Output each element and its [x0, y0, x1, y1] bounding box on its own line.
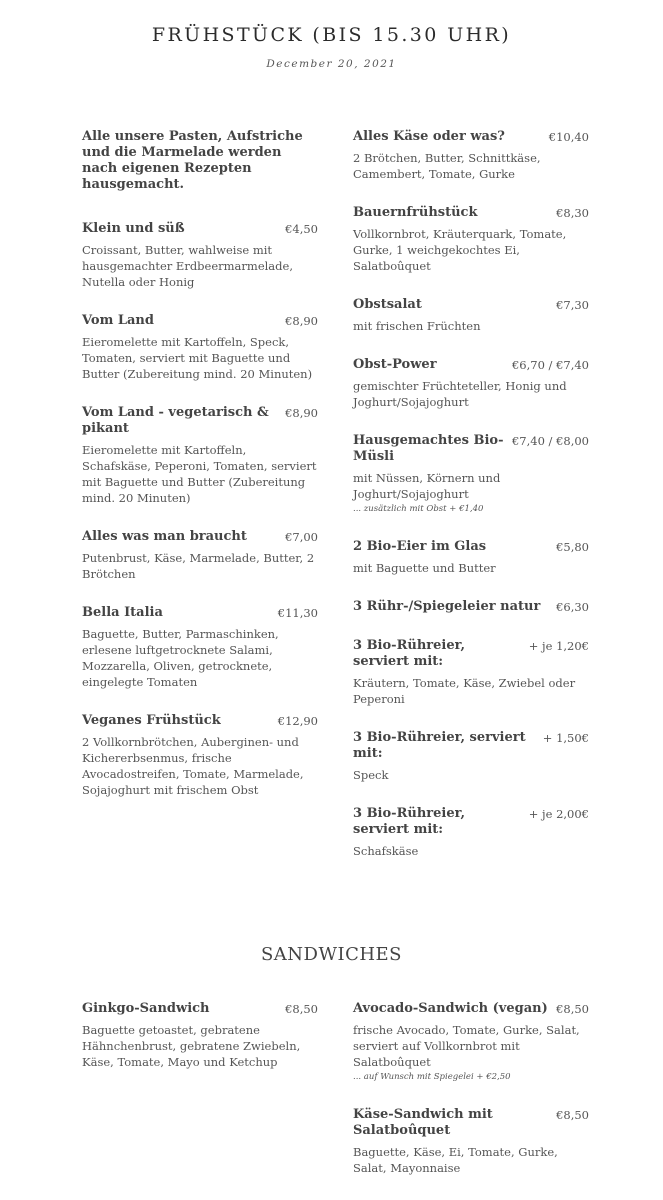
item-description: Speck — [353, 768, 389, 782]
item-note: ... auf Wunsch mit Spiegelei + €2,50 — [353, 1072, 511, 1082]
menu-item — [353, 539, 589, 576]
menu-item — [353, 357, 589, 410]
item-name: 3 Rühr-/Spiegeleier natur — [353, 599, 541, 614]
item-price: + je 1,20€ — [528, 639, 589, 653]
menu-item — [353, 730, 589, 783]
item-price: €7,30 — [556, 298, 589, 312]
menu-item — [353, 297, 589, 334]
item-price: €11,30 — [277, 606, 318, 620]
item-description: 2 Vollkornbrötchen, Auberginen- und Kichererbsenmus, frische Avocadostreifen, Tomate, Marmelade, Sojajoghurt mit frischem Obst — [82, 735, 304, 797]
item-price: €12,90 — [277, 714, 318, 728]
item-note: ... zusätzlich mit Obst + €1,40 — [353, 504, 484, 514]
item-name: Alles Käse oder was? — [353, 129, 505, 144]
item-description: Kräutern, Tomate, Käse, Zwiebel oder Peperoni — [353, 676, 576, 706]
sandwiches-left-column — [82, 1001, 318, 1070]
menu-item — [353, 806, 589, 859]
item-price: €6,30 — [556, 600, 589, 614]
item-description: Schafskäse — [353, 844, 419, 858]
item-name: Bauernfrühstück — [353, 205, 478, 220]
item-description: Eieromelette mit Kartoffeln, Schafskäse, Peperoni, Tomaten, serviert mit Baguette und Butter (Zubereitung mind. 20 Minuten) — [82, 443, 317, 505]
item-price: €10,40 — [548, 130, 589, 144]
page-title: FRÜHSTÜCK (BIS 15.30 UHR) — [151, 24, 512, 46]
item-name: 3 Bio-Rühreier, serviert mit: — [353, 638, 466, 669]
item-description: Baguette getoastet, gebratene Hähnchenbrust, gebratene Zwiebeln, Käse, Tomate, Mayo und Ketchup — [82, 1023, 301, 1069]
menu-item — [353, 433, 589, 516]
menu-item — [353, 1001, 589, 1084]
item-price: €5,80 — [556, 540, 589, 554]
section-heading-sandwiches: SANDWICHES — [260, 944, 403, 965]
item-price: €8,50 — [285, 1002, 318, 1016]
item-price: €7,40 / €8,00 — [511, 434, 589, 448]
breakfast-right-column — [353, 129, 589, 859]
item-name: Obstsalat — [353, 297, 422, 312]
menu-item — [353, 638, 589, 707]
item-name: Vom Land — [82, 313, 154, 328]
menu-item — [82, 313, 318, 382]
item-price: €4,50 — [285, 222, 318, 236]
item-name: Bella Italia — [82, 605, 163, 620]
menu-item — [82, 221, 318, 290]
item-name: Käse-Sandwich mit Salatboûquet — [353, 1107, 493, 1138]
item-description: Eieromelette mit Kartoffeln, Speck, Tomaten, serviert mit Baguette und Butter (Zubereitung mind. 20 Minuten) — [82, 335, 313, 381]
item-name: 2 Bio-Eier im Glas — [353, 539, 487, 554]
item-description: 2 Brötchen, Butter, Schnittkäse, Camembert, Tomate, Gurke — [353, 151, 541, 181]
item-price: €8,50 — [556, 1108, 589, 1122]
item-description: Baguette, Butter, Parmaschinken, erlesene luftgetrocknete Salami, Mozzarella, Oliven, getrocknete, eingelegte Tomaten — [82, 627, 279, 689]
breakfast-left-column — [82, 129, 318, 798]
menu-item — [82, 405, 318, 506]
item-price: €8,50 — [556, 1002, 589, 1016]
item-description: mit Baguette und Butter — [353, 561, 496, 575]
menu-date: December 20, 2021 — [266, 58, 397, 70]
item-price: €6,70 / €7,40 — [511, 358, 589, 372]
item-name: Vom Land - vegetarisch & pikant — [82, 405, 269, 436]
item-description: gemischter Früchteteller, Honig und Joghurt/Sojajoghurt — [353, 379, 567, 409]
item-name: Veganes Frühstück — [82, 713, 221, 728]
item-description: Croissant, Butter, wahlweise mit hausgemachter Erdbeermarmelade, Nutella oder Honig — [82, 243, 293, 289]
item-description: frische Avocado, Tomate, Gurke, Salat, serviert auf Vollkornbrot mit Salatboûquet — [353, 1023, 580, 1069]
menu-item — [353, 1107, 589, 1176]
item-price: €8,90 — [285, 314, 318, 328]
item-name: Alles was man braucht — [82, 529, 247, 544]
item-price: €8,90 — [285, 406, 318, 420]
item-name: 3 Bio-Rühreier, serviert mit: — [353, 730, 526, 761]
item-description: Vollkornbrot, Kräuterquark, Tomate, Gurke, 1 weichgekochtes Ei, Salatboûquet — [353, 227, 567, 273]
menu-item — [353, 205, 589, 274]
item-name: Klein und süß — [82, 221, 185, 236]
item-price: €8,30 — [556, 206, 589, 220]
item-description: mit Nüssen, Körnern und Joghurt/Sojajoghurt — [353, 471, 501, 501]
sandwiches-right-column — [353, 1001, 589, 1176]
menu-intro: Alle unsere Pasten, Aufstriche und die Marmelade werden nach eigenen Rezepten hausgemacht. — [82, 129, 303, 192]
item-name: 3 Bio-Rühreier, serviert mit: — [353, 806, 466, 837]
menu-item — [82, 1001, 318, 1070]
item-price: €7,00 — [285, 530, 318, 544]
menu-item — [82, 529, 318, 582]
item-description: mit frischen Früchten — [353, 319, 481, 333]
item-name: Obst-Power — [353, 357, 437, 372]
menu-item — [353, 129, 589, 182]
item-name: Avocado-Sandwich (vegan) — [353, 1001, 548, 1016]
item-price: + je 2,00€ — [528, 807, 589, 821]
item-name: Hausgemachtes Bio-Müsli — [353, 433, 504, 464]
item-name: Ginkgo-Sandwich — [82, 1001, 210, 1016]
menu-item — [353, 599, 589, 615]
menu-item — [82, 713, 318, 798]
item-description: Baguette, Käse, Ei, Tomate, Gurke, Salat, Mayonnaise — [353, 1145, 558, 1175]
menu-item — [82, 605, 318, 690]
item-description: Putenbrust, Käse, Marmelade, Butter, 2 Brötchen — [82, 551, 315, 581]
item-price: + 1,50€ — [542, 731, 589, 745]
